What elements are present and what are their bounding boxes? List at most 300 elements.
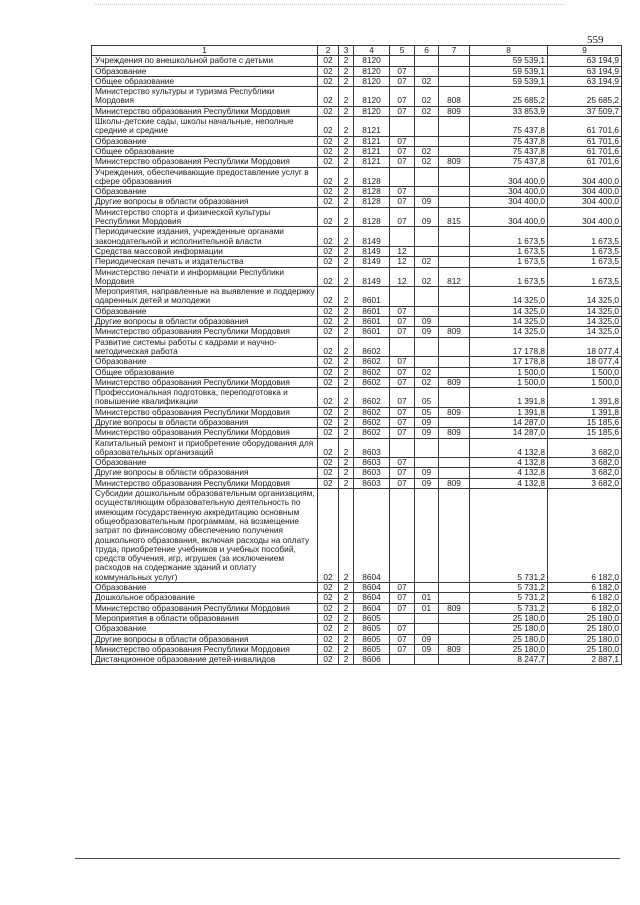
row-name: Образование <box>92 458 318 468</box>
row-name: Министерство образования Республики Мордовия <box>92 603 318 613</box>
row-value-8: 1 500,0 <box>470 367 548 377</box>
row-name: Профессиональная подготовка, переподготовка и повышение квалификации <box>92 388 318 408</box>
row-code-4: 8602 <box>354 417 390 427</box>
row-code-4: 8121 <box>354 157 390 167</box>
row-code-3: 2 <box>339 613 354 623</box>
row-value-9: 2 887,1 <box>548 655 622 665</box>
row-code-5 <box>390 438 415 458</box>
row-code-4: 8606 <box>354 655 390 665</box>
row-code-6: 09 <box>415 197 439 207</box>
row-value-9: 304 400,0 <box>548 207 622 227</box>
row-code-4: 8602 <box>354 337 390 357</box>
row-name: Министерство образования Республики Мордовия <box>92 327 318 337</box>
row-name: Общее образование <box>92 367 318 377</box>
row-name: Дошкольное образование <box>92 593 318 603</box>
header-col-4: 4 <box>354 46 390 56</box>
row-code-5: 07 <box>390 377 415 387</box>
row-code-3: 2 <box>339 644 354 654</box>
row-code-2: 02 <box>318 438 339 458</box>
row-value-9: 18 077,4 <box>548 337 622 357</box>
row-code-3: 2 <box>339 478 354 488</box>
row-code-2: 02 <box>318 136 339 146</box>
row-code-2: 02 <box>318 207 339 227</box>
row-code-5 <box>390 613 415 623</box>
row-value-8: 17 178,8 <box>470 357 548 367</box>
row-name: Другие вопросы в области образования <box>92 634 318 644</box>
row-code-6 <box>415 438 439 458</box>
row-code-6 <box>415 306 439 316</box>
row-code-6 <box>415 167 439 187</box>
row-value-9: 1 673,5 <box>548 246 622 256</box>
row-code-6: 09 <box>415 317 439 327</box>
row-code-7 <box>439 417 470 427</box>
row-value-8: 14 325,0 <box>470 306 548 316</box>
page-number: 559 <box>587 34 604 46</box>
table-row <box>92 583 622 593</box>
row-code-6 <box>415 489 439 583</box>
row-code-7 <box>439 593 470 603</box>
row-code-5: 07 <box>390 458 415 468</box>
table-row <box>92 257 622 267</box>
row-code-4: 8604 <box>354 583 390 593</box>
row-code-3: 2 <box>339 337 354 357</box>
row-name: Министерство образования Республики Мордовия <box>92 428 318 438</box>
table-row <box>92 267 622 287</box>
row-code-4: 8120 <box>354 106 390 116</box>
header-col-7: 7 <box>439 46 470 56</box>
row-name: Образование <box>92 306 318 316</box>
row-code-4: 8603 <box>354 478 390 488</box>
row-code-2: 02 <box>318 593 339 603</box>
row-code-5: 07 <box>390 106 415 116</box>
row-name: Учреждения, обеспечивающие предоставление услуг в сфере образования <box>92 167 318 187</box>
row-code-4: 8120 <box>354 56 390 66</box>
row-value-8: 59 539,1 <box>470 56 548 66</box>
row-code-3: 2 <box>339 136 354 146</box>
table-row <box>92 407 622 417</box>
row-code-3: 2 <box>339 428 354 438</box>
row-name: Школы-детские сады, школы начальные, неполные средние и средние <box>92 117 318 137</box>
row-code-4: 8603 <box>354 458 390 468</box>
row-code-4: 8601 <box>354 317 390 327</box>
row-value-9: 14 325,0 <box>548 317 622 327</box>
row-value-8: 4 132,8 <box>470 478 548 488</box>
row-name: Мероприятия в области образования <box>92 613 318 623</box>
row-code-3: 2 <box>339 106 354 116</box>
table-row <box>92 613 622 623</box>
row-name: Учреждения по внешкольной работе с детьми <box>92 56 318 66</box>
row-value-9: 63 194,9 <box>548 56 622 66</box>
row-code-7 <box>439 76 470 86</box>
row-code-5: 07 <box>390 478 415 488</box>
row-value-9: 63 194,9 <box>548 76 622 86</box>
row-code-6: 09 <box>415 468 439 478</box>
row-code-3: 2 <box>339 187 354 197</box>
row-code-7: 809 <box>439 407 470 417</box>
table-row <box>92 644 622 654</box>
row-code-7 <box>439 438 470 458</box>
row-code-3: 2 <box>339 593 354 603</box>
row-name: Другие вопросы в области образования <box>92 468 318 478</box>
row-code-7 <box>439 613 470 623</box>
row-code-6: 05 <box>415 407 439 417</box>
table-row <box>92 306 622 316</box>
row-code-6: 05 <box>415 388 439 408</box>
row-code-2: 02 <box>318 197 339 207</box>
row-value-9: 6 182,0 <box>548 603 622 613</box>
row-code-4: 8128 <box>354 167 390 187</box>
row-code-2: 02 <box>318 327 339 337</box>
row-code-2: 02 <box>318 377 339 387</box>
row-code-3: 2 <box>339 489 354 583</box>
row-code-3: 2 <box>339 146 354 156</box>
row-code-6: 02 <box>415 146 439 156</box>
row-code-5: 12 <box>390 246 415 256</box>
row-code-6: 09 <box>415 644 439 654</box>
row-code-3: 2 <box>339 257 354 267</box>
row-code-2: 02 <box>318 489 339 583</box>
row-code-4: 8602 <box>354 428 390 438</box>
row-code-5: 07 <box>390 187 415 197</box>
table-row <box>92 337 622 357</box>
table-row <box>92 438 622 458</box>
header-col-6: 6 <box>415 46 439 56</box>
row-code-6: 02 <box>415 257 439 267</box>
row-name: Министерство образования Республики Мордовия <box>92 407 318 417</box>
table-row <box>92 197 622 207</box>
row-value-9: 304 400,0 <box>548 167 622 187</box>
table-row <box>92 593 622 603</box>
row-code-2: 02 <box>318 66 339 76</box>
row-value-9: 25 180,0 <box>548 644 622 654</box>
row-code-7: 809 <box>439 428 470 438</box>
row-name: Министерство спорта и физической культуры Республики Мордовия <box>92 207 318 227</box>
row-value-9: 1 500,0 <box>548 377 622 387</box>
row-value-8: 14 325,0 <box>470 287 548 307</box>
row-code-7 <box>439 306 470 316</box>
row-code-2: 02 <box>318 337 339 357</box>
table-row <box>92 187 622 197</box>
row-value-9: 1 673,5 <box>548 257 622 267</box>
row-code-6: 02 <box>415 367 439 377</box>
row-value-8: 75 437,8 <box>470 146 548 156</box>
row-value-8: 25 180,0 <box>470 634 548 644</box>
row-name: Министерство образования Республики Мордовия <box>92 644 318 654</box>
row-code-6: 02 <box>415 267 439 287</box>
row-code-4: 8605 <box>354 624 390 634</box>
row-code-5: 07 <box>390 388 415 408</box>
row-code-3: 2 <box>339 117 354 137</box>
row-code-6: 01 <box>415 593 439 603</box>
row-code-5 <box>390 227 415 247</box>
row-value-9: 61 701,6 <box>548 146 622 156</box>
header-col-8: 8 <box>470 46 548 56</box>
row-code-5: 07 <box>390 66 415 76</box>
row-name: Образование <box>92 136 318 146</box>
row-code-5: 07 <box>390 468 415 478</box>
scan-artifact-line <box>95 4 565 5</box>
row-code-7 <box>439 187 470 197</box>
row-code-7: 809 <box>439 106 470 116</box>
row-code-6 <box>415 624 439 634</box>
table-row <box>92 66 622 76</box>
row-name: Образование <box>92 187 318 197</box>
row-code-3: 2 <box>339 227 354 247</box>
row-value-8: 4 132,8 <box>470 438 548 458</box>
row-code-6 <box>415 56 439 66</box>
bottom-rule <box>75 858 620 859</box>
row-code-4: 8602 <box>354 367 390 377</box>
row-value-8: 14 325,0 <box>470 327 548 337</box>
row-value-9: 25 180,0 <box>548 624 622 634</box>
row-code-3: 2 <box>339 624 354 634</box>
row-value-9: 1 673,5 <box>548 227 622 247</box>
row-code-3: 2 <box>339 583 354 593</box>
row-code-2: 02 <box>318 117 339 137</box>
row-code-5: 07 <box>390 197 415 207</box>
table-row <box>92 56 622 66</box>
row-code-2: 02 <box>318 458 339 468</box>
row-code-3: 2 <box>339 327 354 337</box>
table-row <box>92 76 622 86</box>
row-code-4: 8602 <box>354 388 390 408</box>
row-code-6: 02 <box>415 106 439 116</box>
row-code-2: 02 <box>318 613 339 623</box>
row-value-8: 1 391,8 <box>470 388 548 408</box>
row-code-2: 02 <box>318 227 339 247</box>
table-header <box>92 46 622 56</box>
row-code-7 <box>439 136 470 146</box>
header-col-9: 9 <box>548 46 622 56</box>
row-value-9: 25 180,0 <box>548 613 622 623</box>
row-code-2: 02 <box>318 76 339 86</box>
row-code-7: 812 <box>439 267 470 287</box>
row-code-5: 07 <box>390 146 415 156</box>
row-value-8: 33 853,9 <box>470 106 548 116</box>
row-name: Мероприятия, направленные на выявление и поддержку одаренных детей и молодежи <box>92 287 318 307</box>
row-code-2: 02 <box>318 246 339 256</box>
budget-table <box>91 45 622 665</box>
row-code-7: 809 <box>439 644 470 654</box>
row-value-8: 5 731,2 <box>470 593 548 603</box>
row-value-8: 25 180,0 <box>470 624 548 634</box>
row-code-7 <box>439 655 470 665</box>
row-code-6 <box>415 655 439 665</box>
row-code-7: 809 <box>439 478 470 488</box>
row-code-2: 02 <box>318 157 339 167</box>
row-value-8: 25 180,0 <box>470 613 548 623</box>
row-code-7: 809 <box>439 327 470 337</box>
row-code-5 <box>390 117 415 137</box>
row-code-6: 09 <box>415 428 439 438</box>
row-code-3: 2 <box>339 357 354 367</box>
row-value-9: 63 194,9 <box>548 66 622 76</box>
table-row <box>92 106 622 116</box>
row-code-4: 8605 <box>354 644 390 654</box>
row-name: Образование <box>92 357 318 367</box>
row-code-3: 2 <box>339 246 354 256</box>
table-row <box>92 388 622 408</box>
table-row <box>92 146 622 156</box>
row-code-3: 2 <box>339 207 354 227</box>
row-name: Образование <box>92 583 318 593</box>
row-value-9: 3 682,0 <box>548 478 622 488</box>
row-code-5: 07 <box>390 634 415 644</box>
row-value-9: 14 325,0 <box>548 327 622 337</box>
row-code-3: 2 <box>339 417 354 427</box>
row-code-7 <box>439 287 470 307</box>
row-code-2: 02 <box>318 306 339 316</box>
row-code-6 <box>415 246 439 256</box>
row-value-8: 75 437,8 <box>470 157 548 167</box>
row-value-8: 1 391,8 <box>470 407 548 417</box>
row-name: Министерство печати и информации Республики Мордовия <box>92 267 318 287</box>
row-code-3: 2 <box>339 407 354 417</box>
row-value-8: 75 437,8 <box>470 136 548 146</box>
row-code-6 <box>415 66 439 76</box>
row-name: Министерство культуры и туризма Республики Мордовия <box>92 87 318 107</box>
row-code-7 <box>439 337 470 357</box>
row-code-7 <box>439 367 470 377</box>
row-code-7 <box>439 624 470 634</box>
row-code-6: 09 <box>415 207 439 227</box>
row-code-2: 02 <box>318 644 339 654</box>
row-value-8: 304 400,0 <box>470 167 548 187</box>
row-value-9: 3 682,0 <box>548 468 622 478</box>
row-value-8: 5 731,2 <box>470 489 548 583</box>
row-code-6 <box>415 287 439 307</box>
row-code-4: 8121 <box>354 146 390 156</box>
row-code-6 <box>415 458 439 468</box>
row-value-8: 1 673,5 <box>470 227 548 247</box>
table-row <box>92 428 622 438</box>
row-code-7 <box>439 583 470 593</box>
row-code-3: 2 <box>339 306 354 316</box>
row-value-9: 1 673,5 <box>548 267 622 287</box>
table-row <box>92 227 622 247</box>
row-code-6 <box>415 357 439 367</box>
row-name: Периодическая печать и издательства <box>92 257 318 267</box>
row-name: Развитие системы работы с кадрами и научно-методическая работа <box>92 337 318 357</box>
row-code-7: 808 <box>439 87 470 107</box>
row-code-2: 02 <box>318 287 339 307</box>
row-code-2: 02 <box>318 87 339 107</box>
row-code-4: 8605 <box>354 634 390 644</box>
row-value-8: 17 178,8 <box>470 337 548 357</box>
row-code-2: 02 <box>318 167 339 187</box>
table-row <box>92 417 622 427</box>
table-row <box>92 117 622 137</box>
row-code-7 <box>439 246 470 256</box>
table-row <box>92 357 622 367</box>
row-code-3: 2 <box>339 388 354 408</box>
row-code-7 <box>439 458 470 468</box>
row-code-2: 02 <box>318 56 339 66</box>
row-code-7 <box>439 197 470 207</box>
row-name: Образование <box>92 66 318 76</box>
row-code-2: 02 <box>318 655 339 665</box>
table-row <box>92 603 622 613</box>
row-code-4: 8602 <box>354 377 390 387</box>
row-code-5: 07 <box>390 136 415 146</box>
row-value-9: 61 701,6 <box>548 117 622 137</box>
row-code-7 <box>439 117 470 137</box>
row-value-8: 4 132,8 <box>470 468 548 478</box>
row-code-7 <box>439 388 470 408</box>
row-code-6: 02 <box>415 377 439 387</box>
row-value-9: 15 185,6 <box>548 417 622 427</box>
row-code-4: 8604 <box>354 593 390 603</box>
row-code-7 <box>439 227 470 247</box>
row-code-3: 2 <box>339 458 354 468</box>
row-value-9: 15 185,6 <box>548 428 622 438</box>
row-code-2: 02 <box>318 317 339 327</box>
row-code-3: 2 <box>339 634 354 644</box>
row-value-8: 304 400,0 <box>470 197 548 207</box>
row-code-2: 02 <box>318 603 339 613</box>
row-code-6: 02 <box>415 76 439 86</box>
row-code-3: 2 <box>339 317 354 327</box>
table-row <box>92 634 622 644</box>
row-value-9: 18 077,4 <box>548 357 622 367</box>
row-value-8: 1 673,5 <box>470 246 548 256</box>
row-value-9: 304 400,0 <box>548 197 622 207</box>
row-value-9: 14 325,0 <box>548 306 622 316</box>
row-code-4: 8128 <box>354 197 390 207</box>
row-name: Министерство образования Республики Мордовия <box>92 106 318 116</box>
row-name: Министерство образования Республики Мордовия <box>92 478 318 488</box>
row-value-9: 6 182,0 <box>548 593 622 603</box>
table-row <box>92 246 622 256</box>
row-code-4: 8120 <box>354 87 390 107</box>
row-code-5: 12 <box>390 267 415 287</box>
row-value-9: 37 509,7 <box>548 106 622 116</box>
row-code-4: 8149 <box>354 246 390 256</box>
row-code-3: 2 <box>339 603 354 613</box>
row-value-8: 14 325,0 <box>470 317 548 327</box>
row-value-8: 304 400,0 <box>470 187 548 197</box>
row-code-4: 8128 <box>354 207 390 227</box>
row-code-2: 02 <box>318 106 339 116</box>
row-code-6: 09 <box>415 478 439 488</box>
row-code-5: 12 <box>390 257 415 267</box>
row-value-8: 25 685,2 <box>470 87 548 107</box>
row-code-3: 2 <box>339 167 354 187</box>
row-value-9: 61 701,6 <box>548 157 622 167</box>
row-code-2: 02 <box>318 583 339 593</box>
row-name: Министерство образования Республики Мордовия <box>92 157 318 167</box>
row-code-5 <box>390 287 415 307</box>
row-value-9: 14 325,0 <box>548 287 622 307</box>
row-code-5: 07 <box>390 407 415 417</box>
table-row <box>92 167 622 187</box>
row-code-5 <box>390 56 415 66</box>
row-code-3: 2 <box>339 56 354 66</box>
row-value-9: 1 391,8 <box>548 407 622 417</box>
row-code-7 <box>439 257 470 267</box>
row-code-2: 02 <box>318 624 339 634</box>
row-code-4: 8120 <box>354 76 390 86</box>
header-col-3: 3 <box>339 46 354 56</box>
row-code-2: 02 <box>318 146 339 156</box>
row-value-8: 4 132,8 <box>470 458 548 468</box>
row-name: Средства массовой информации <box>92 246 318 256</box>
row-code-7 <box>439 489 470 583</box>
row-code-2: 02 <box>318 357 339 367</box>
row-value-9: 6 182,0 <box>548 583 622 593</box>
table-row <box>92 377 622 387</box>
row-code-2: 02 <box>318 407 339 417</box>
